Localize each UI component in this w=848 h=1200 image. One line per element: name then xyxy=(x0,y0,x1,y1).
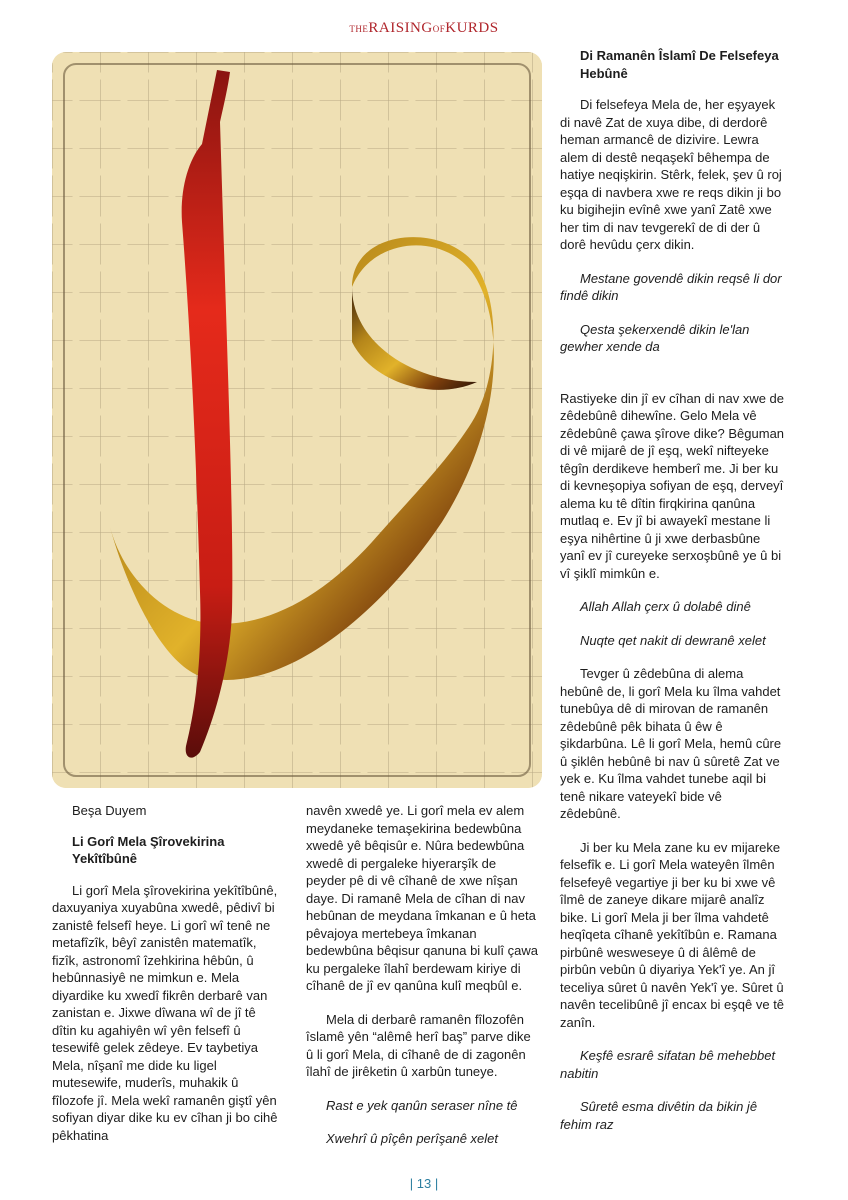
section-label: Beşa Duyem xyxy=(72,803,147,818)
middle-column xyxy=(306,802,538,1164)
left-column xyxy=(52,802,280,1160)
section-heading: Di Ramanên Îslamî De Felsefeya Hebûnê xyxy=(580,48,779,81)
masthead-raising: RAISING xyxy=(368,20,433,36)
calligraphy-puzzle-image xyxy=(52,52,542,788)
paragraph: navên xwedê ye. Li gorî mela ev alem meydaneke temaşekirina bedewbûna xwedê yê bêqisûr e. Nûra bedewbûna xwedê di pergaleke hiyerarşîk de peyder pê di vê cîhanê de xwe nîşan daye. Di ramanê Mela de cîhan di nav hebûnan de meydana îmkanan e û heta pêvajoya mertebeya îmkanan bedewbûna bêqisur qanuna bi kulî çawa ku pergaleke îlahî berdewam kiriye di cîhanê de jî ev qanûna kulî meqbûl e. xyxy=(306,803,539,993)
right-column xyxy=(560,47,786,1149)
verse-quote: Nuqte qet nakit di dewranê xelet xyxy=(580,632,766,648)
paragraph: Di felsefeya Mela de, her eşyayek di navê Zat de xuya dibe, di derdorê heman armancê de dizivire. Lewra alem di destê neqaşekî bêhempa de hatiye neqişkirin. Stêrk, felek, şev û roj eşqa di navbera xwe re reqs dikin ji bo ku bigihejin evînê xwe yanî Zatê xwe her tim di nav tevgerekî de di der û dorê hevûdu çerx dikin. xyxy=(560,97,782,252)
paragraph: Ji ber ku Mela zane ku ev mijareke felsefîk e. Li gorî Mela wateyên îlmên felsefeyê vegartiye ji ber ku bi xwe vê îlmê de zaneye dikare mijarê analîz bike. Li gorî Mela ji ber îlma vahdetê heqîqeta cîhanê yekîtîbûn e. Ramana pirbûnê wesweseye û di âlêmê de pirbûn vebûn û diyariya Yek'î ye. An jî teceliya sûret û navên Yek'î ye. Sûret û navên tecelibûnê jî encax bi eşqê ve tê zanîn. xyxy=(560,839,785,1030)
section-heading: Li Gorî Mela Şîrovekirina Yekîtîbûnê xyxy=(72,833,225,866)
verse-quote: Sûretê esma divêtin da bikin jê fehim raz xyxy=(560,1099,758,1132)
paragraph: Rastiyeke din jî ev cîhan di nav xwe de zêdebûnê dihewîne. Gelo Mela vê zêdebûnê çawa şîrove dike? Bêguman di vê mijarê de jî eşq, wekî nifteyeke têgîn derdikeve hemberî me. Ji ber ku di kevneşopiya sofiyan de eşq, derveyî alema ku tê dîtin firqkirina qanûna mutlaq e. Ev jî bi awayekî mestane li eşya nihêrtine û ji xwe derbasbûne yanî ev jî cureyeke serxoşbûnê ye û bi vî şiklî mimkûn e. xyxy=(560,390,785,581)
verse-quote: Allah Allah çerx û dolabê dinê xyxy=(580,599,751,614)
verse-quote: Mestane govendê dikin reqsê li dor findê dikin xyxy=(560,270,782,303)
masthead-kurds: KURDS xyxy=(445,20,499,36)
masthead-of: OF xyxy=(432,24,446,34)
verse-quote: Keşfê esrarê sifatan bê mehebbet nabitin xyxy=(560,1048,776,1081)
paragraph: Li gorî Mela şîrovekirina yekîtîbûnê, daxuyaniya xuyabûna xwedê, pêdivî bi zanistê felsefî heye. Li gorî wî tenê ne metafîzîk, bêyî zanistên matematîk, fizîk, astronomî îzehkirina hêbûn, û hebûnnasiyê ne mimkun e. Mela diyardike ku xwedî fikrên derbarê van zanistan e. Jixwe dîwana wî de jî tê dîtin ku agahiyên wî yên felsefî û tesewifê gelek zêdeye. Ev taybetiya Mela, nîşanî me dide ku ligel mutesewife, muderîs, muhakik û fîlozofe jî. Mela wekî ramanên giştî yên sofiyan diyar dike ku ev cîhan ji bo cihê pêkhatina xyxy=(52,882,278,1143)
page-number: | 13 | xyxy=(409,1176,439,1191)
paragraph: Mela di derbarê ramanên fîlozofên îslamê yên “alêmê herî baş” parve dike û li gorî Mela, di cîhanê de di zagonên îlahî de jirêketin û xarbûn tuneye. xyxy=(306,1011,531,1079)
verse-quote: Qesta şekerxendê dikin le'lan gewher xende da xyxy=(560,321,750,354)
verse-quote: Rast e yek qanûn seraser nîne tê xyxy=(326,1097,518,1113)
masthead-the: THE xyxy=(349,24,369,34)
calligraphy-svg xyxy=(52,52,542,788)
paragraph: Tevger û zêdebûna di alema hebûnê de, li gorî Mela ku îlma vahdet tunebûya dê di mirovan de ramanên zêdebûnê pêk bihata û êw ê şikdarbûna. Lê li gorî Mela, hemû cûre û şiklên hebûnê bi nav û sûretê Zat ve yek e. Ku îlma vahdet tunebe aqil bi tenê nikare vateyekî bide vê zêdebûnê. xyxy=(560,666,782,821)
puzzle-grid xyxy=(52,52,542,788)
masthead xyxy=(0,20,848,37)
verse-quote: Xwehrî û pîçên perîşanê xelet xyxy=(326,1131,498,1146)
